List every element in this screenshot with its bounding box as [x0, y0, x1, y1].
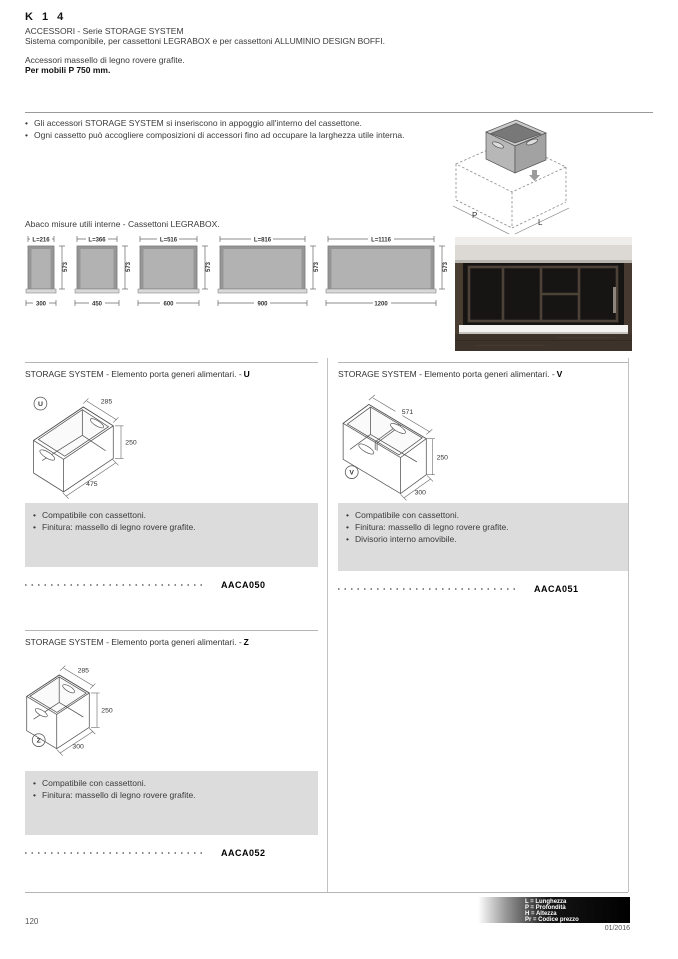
- abaco-diagram-4: [217, 233, 321, 311]
- product-code: AACA051: [534, 584, 579, 594]
- dotted-leader: [338, 588, 520, 590]
- svg-text:V: V: [349, 469, 355, 477]
- product-letter: V: [556, 369, 563, 379]
- right-border: [628, 358, 629, 892]
- wood-box-illustration: [486, 120, 546, 173]
- product-bullet: • Finitura: massello di legno rovere grafite.: [33, 790, 310, 800]
- svg-text:450: 450: [91, 301, 103, 308]
- column-divider: [327, 358, 328, 892]
- series-subtitle: Sistema componibile, per cassettoni LEGRABOX e per cassettoni ALLUMINIO DESIGN BOFFI.: [25, 36, 385, 46]
- depth-line: Per mobili P 750 mm.: [25, 65, 111, 75]
- product-code: AACA052: [221, 848, 266, 858]
- section-rule: [338, 362, 628, 363]
- material-line: Accessori massello di legno rovere grafite.: [25, 55, 185, 65]
- svg-text:300: 300: [35, 301, 47, 308]
- insertion-diagram: [448, 112, 578, 238]
- svg-text:573: 573: [443, 261, 449, 273]
- product-bullet: • Compatibile con cassettoni.: [346, 510, 620, 520]
- dimension-legend: [478, 897, 630, 923]
- product-drawing-u: [25, 383, 315, 503]
- svg-text:250: 250: [101, 707, 113, 715]
- price-code-row: [25, 848, 318, 858]
- svg-text:250: 250: [436, 454, 448, 462]
- product-letter: Z: [243, 637, 249, 647]
- abaco-diagram-2: [74, 233, 133, 311]
- product-bullet: • Finitura: massello di legno rovere grafite.: [33, 522, 310, 532]
- svg-text:L=516: L=516: [159, 237, 178, 244]
- svg-text:300: 300: [414, 489, 426, 497]
- product-code: AACA050: [221, 580, 266, 590]
- down-arrow-icon: [529, 170, 540, 181]
- section-title: STORAGE SYSTEM - Elemento porta generi alimentari. - Z: [25, 637, 249, 647]
- svg-text:1200: 1200: [374, 301, 388, 308]
- product-info-box: [338, 503, 628, 571]
- abaco-title: Abaco misure utili interne - Cassettoni LEGRABOX.: [25, 219, 220, 229]
- svg-text:300: 300: [72, 743, 84, 751]
- svg-text:573: 573: [126, 261, 132, 273]
- intro-bullet: • Ogni cassetto può accogliere composizioni di accessori fino ad occupare la larghezza utile interna.: [25, 130, 445, 140]
- abaco-diagrams: [25, 233, 450, 311]
- dim-label-l: L: [538, 218, 543, 227]
- svg-text:475: 475: [86, 480, 98, 488]
- svg-text:Z: Z: [36, 737, 41, 745]
- price-code-row: [338, 584, 628, 594]
- legend-line: P = Profondità: [525, 904, 566, 911]
- svg-text:600: 600: [163, 301, 174, 308]
- svg-text:285: 285: [77, 667, 89, 675]
- section-rule: [25, 362, 318, 363]
- product-bullet: • Compatibile con cassettoni.: [33, 778, 310, 788]
- series-title: ACCESSORI - Serie STORAGE SYSTEM: [25, 26, 184, 36]
- product-drawing-z: [25, 651, 315, 771]
- section-rule: [25, 630, 318, 631]
- drawer-photo: [455, 237, 632, 351]
- svg-text:L=1116: L=1116: [371, 237, 391, 244]
- page-number: 120: [25, 917, 39, 926]
- svg-text:573: 573: [206, 261, 212, 273]
- svg-text:285: 285: [100, 398, 113, 406]
- section-title: STORAGE SYSTEM - Elemento porta generi alimentari. - V: [338, 369, 563, 379]
- bottom-rule: [25, 892, 628, 893]
- svg-text:573: 573: [63, 261, 69, 273]
- product-info-box: [25, 503, 318, 567]
- svg-text:573: 573: [314, 261, 320, 273]
- product-section-z: [25, 630, 318, 858]
- section-title: STORAGE SYSTEM - Elemento porta generi alimentari. - U: [25, 369, 250, 379]
- page-code: K 1 4: [25, 11, 67, 23]
- svg-text:U: U: [37, 401, 43, 409]
- product-bullet: • Finitura: massello di legno rovere grafite.: [346, 522, 620, 532]
- intro-bullets: [25, 118, 445, 142]
- svg-text:L=366: L=366: [88, 237, 106, 244]
- svg-text:L=216: L=216: [32, 237, 50, 244]
- legend-line: Pr = Codice prezzo: [525, 917, 579, 924]
- svg-text:900: 900: [257, 301, 268, 308]
- product-info-box: [25, 771, 318, 835]
- abaco-diagram-1: [25, 233, 70, 311]
- product-letter: U: [243, 369, 250, 379]
- legend-line: L = Lunghezza: [525, 898, 567, 905]
- dotted-leader: [25, 584, 207, 586]
- abaco-diagram-3: [137, 233, 213, 311]
- svg-text:571: 571: [401, 408, 414, 416]
- dotted-leader: [25, 852, 207, 854]
- product-drawing-v: [338, 383, 628, 503]
- legend-line: H = Altezza: [525, 911, 557, 918]
- price-code-row: [25, 580, 318, 590]
- product-bullet: • Divisorio interno amovibile.: [346, 534, 620, 544]
- product-section-u: [25, 362, 318, 590]
- product-section-v: [338, 362, 628, 594]
- dim-label-p: P: [472, 211, 478, 220]
- product-bullet: • Compatibile con cassettoni.: [33, 510, 310, 520]
- abaco-diagram-5: [325, 233, 450, 311]
- svg-text:250: 250: [125, 439, 137, 447]
- intro-bullet: • Gli accessori STORAGE SYSTEM si inseriscono in appoggio all'interno del cassettone.: [25, 118, 445, 128]
- edition-date: 01/2016: [604, 925, 630, 932]
- svg-text:L=816: L=816: [253, 237, 272, 244]
